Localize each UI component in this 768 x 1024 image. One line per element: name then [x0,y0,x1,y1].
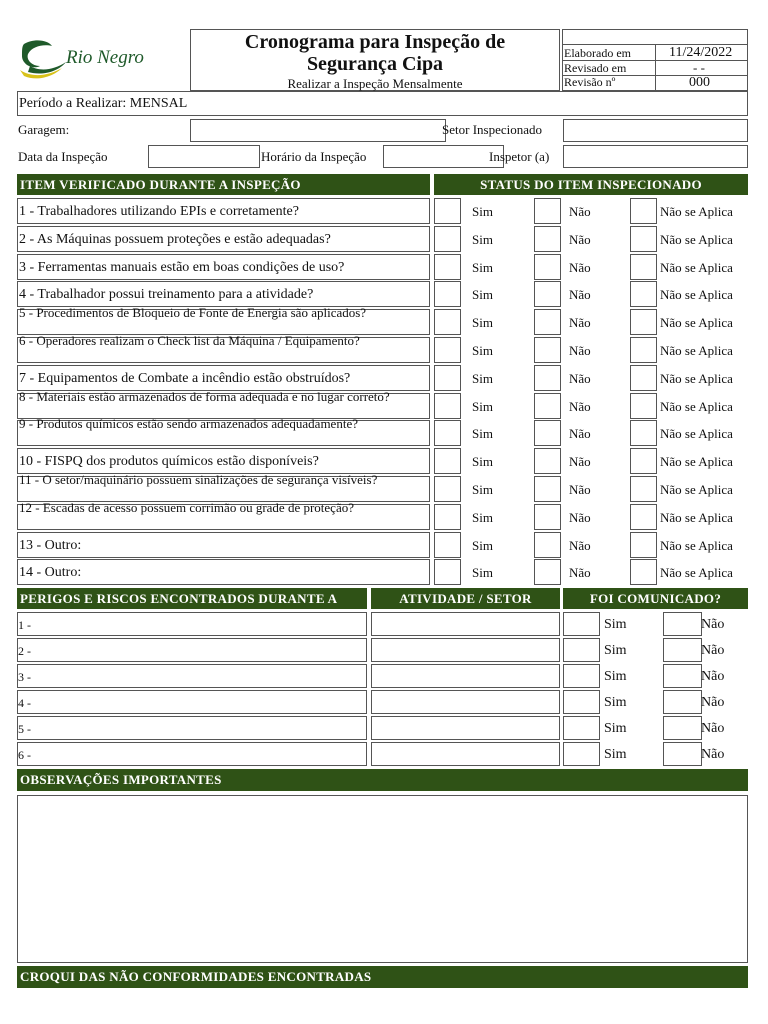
horario-label: Horário da Inspeção [261,149,367,164]
option-label-nao: Não [701,669,725,684]
horario-field[interactable] [383,145,504,168]
checkbox-comunicado-sim[interactable] [563,638,600,662]
checklist-item-text: 8 - Materiais estão armazenados de forma adequada e no lugar correto? [19,391,390,404]
checkbox-sim[interactable] [434,365,461,391]
option-label-sim: Sim [472,371,493,386]
checkbox-nao[interactable] [534,337,561,363]
meta-value-revisao: 000 [689,75,710,90]
option-label-sim: Sim [604,643,627,658]
option-label-nao: Não [569,371,591,386]
checklist-item-box [17,337,430,363]
checklist-item-box [17,559,430,585]
checkbox-comunicado-sim[interactable] [563,716,600,740]
checkbox-nao-se-aplica[interactable] [630,281,657,307]
checkbox-nao-se-aplica[interactable] [630,198,657,224]
checklist-item-text: 13 - Outro: [19,538,82,553]
checkbox-nao-se-aplica[interactable] [630,337,657,363]
checkbox-sim[interactable] [434,198,461,224]
option-label-sim: Sim [472,204,493,219]
option-label-nao: Não [569,482,591,497]
option-label-sim: Sim [604,617,627,632]
brand-name: Rio Negro [66,47,144,68]
option-label-sim: Sim [472,287,493,302]
inspetor-label: Inspetor (a) [489,149,550,164]
option-label-sim: Sim [472,510,493,525]
option-label-nao-se-aplica: Não se Aplica [660,426,733,441]
option-label-nao: Não [569,287,591,302]
checklist-item-box [17,420,430,446]
option-label-nao: Não [569,454,591,469]
checklist-item-box [17,476,430,502]
data-row [17,143,748,169]
page-subtitle: Realizar a Inspeção Mensalmente [287,76,463,91]
checklist-row [17,226,748,252]
option-label-nao: Não [569,315,591,330]
checklist-table [17,198,748,586]
option-label-sim: Sim [604,669,627,684]
option-label-sim: Sim [472,426,493,441]
checkbox-nao-se-aplica[interactable] [630,309,657,335]
checkbox-sim[interactable] [434,281,461,307]
checklist-item-box [17,448,430,474]
option-label-nao: Não [701,643,725,658]
option-label-sim: Sim [472,232,493,247]
checkbox-comunicado-sim[interactable] [563,664,600,688]
checklist-item-box [17,254,430,280]
option-label-sim: Sim [604,721,627,736]
checkbox-nao[interactable] [534,198,561,224]
option-label-nao-se-aplica: Não se Aplica [660,565,733,580]
checkbox-nao-se-aplica[interactable] [630,504,657,530]
checklist-row [17,504,748,530]
checkbox-nao[interactable] [534,281,561,307]
checklist-item-box [17,309,430,335]
checklist-item-text: 12 - Escadas de acesso possuem corrimão ou grade de proteção? [19,502,354,515]
option-label-sim: Sim [472,565,493,580]
option-label-nao: Não [569,510,591,525]
checklist-row [17,448,748,474]
croqui-header: CROQUI DAS NÃO CONFORMIDADES ENCONTRADAS [17,966,748,988]
checkbox-comunicado-nao[interactable] [663,638,702,662]
option-label-nao: Não [569,260,591,275]
option-label-nao-se-aplica: Não se Aplica [660,371,733,386]
meta-label-elaborado: Elaborado em [564,46,631,60]
checkbox-nao[interactable] [534,420,561,446]
meta-label-revisao: Revisão nº [564,75,616,89]
checkbox-sim[interactable] [434,226,461,252]
hazard-row-label: 1 - [18,618,31,632]
checkbox-sim[interactable] [434,448,461,474]
hazard-row-label: 2 - [18,644,31,658]
hazard-activity-field[interactable] [371,690,560,714]
option-label-nao-se-aplica: Não se Aplica [660,482,733,497]
checkbox-nao[interactable] [534,226,561,252]
observacoes-field[interactable] [17,795,748,963]
checklist-item-text: 1 - Trabalhadores utilizando EPIs e corretamente? [19,204,299,219]
checkbox-nao-se-aplica[interactable] [630,532,657,558]
checkbox-sim[interactable] [434,309,461,335]
option-label-sim: Sim [604,695,627,710]
observacoes-header: OBSERVAÇÕES IMPORTANTES [17,769,748,791]
option-label-nao-se-aplica: Não se Aplica [660,287,733,302]
hazard-row [17,742,748,766]
hazard-row [17,638,748,662]
checkbox-nao-se-aplica[interactable] [630,476,657,502]
option-label-nao-se-aplica: Não se Aplica [660,538,733,553]
checklist-item-text: 6 - Operadores realizam o Check list da Máquina / Equipamento? [19,335,360,348]
hazard-row [17,612,748,636]
checkbox-nao[interactable] [534,309,561,335]
option-label-sim: Sim [604,747,627,762]
checkbox-comunicado-nao[interactable] [663,716,702,740]
option-label-sim: Sim [472,482,493,497]
hazard-activity-field[interactable] [371,612,560,636]
checklist-item-text: 9 - Produtos químicos estão sendo armazenados adequadamente? [19,418,358,431]
option-label-nao-se-aplica: Não se Aplica [660,232,733,247]
checkbox-sim[interactable] [434,420,461,446]
inspetor-field[interactable] [563,145,748,168]
checkbox-nao-se-aplica[interactable] [630,393,657,419]
option-label-nao-se-aplica: Não se Aplica [660,343,733,358]
data-label: Data da Inspeção [18,149,108,164]
checkbox-nao[interactable] [534,532,561,558]
hazard-row-label: 6 - [18,748,31,762]
hazard-activity-field[interactable] [371,638,560,662]
checkbox-nao[interactable] [534,559,561,585]
checklist-row [17,420,748,446]
option-label-sim: Sim [472,538,493,553]
checklist-row [17,309,748,335]
hazard-activity-field[interactable] [371,742,560,766]
checkbox-comunicado-nao[interactable] [663,742,702,766]
setor-field[interactable] [563,119,748,142]
checklist-row [17,393,748,419]
checkbox-nao[interactable] [534,254,561,280]
checkbox-sim[interactable] [434,532,461,558]
checklist-item-box [17,393,430,419]
checkbox-comunicado-nao[interactable] [663,690,702,714]
option-label-nao: Não [701,747,725,762]
checklist-item-text: 4 - Trabalhador possui treinamento para a atividade? [19,287,314,302]
option-label-sim: Sim [472,454,493,469]
checkbox-nao-se-aplica[interactable] [630,254,657,280]
checkbox-nao[interactable] [534,504,561,530]
garagem-label: Garagem: [18,122,70,137]
hazard-description-field[interactable] [17,742,367,766]
checklist-row [17,337,748,363]
meta-table [562,29,748,91]
checkbox-nao[interactable] [534,448,561,474]
option-label-nao: Não [701,617,725,632]
page-title: Cronograma para Inspeção de Segurança Cipa [244,31,506,75]
checklist-item-text: 11 - O setor/maquinário possuem sinalizações de segurança visíveis? [19,474,378,487]
checkbox-sim[interactable] [434,504,461,530]
option-label-nao: Não [569,538,591,553]
hazards-header-comunicado: FOI COMUNICADO? [563,588,748,609]
garagem-row [17,117,748,142]
checkbox-nao[interactable] [534,393,561,419]
hazard-description-field[interactable] [17,664,367,688]
hazard-description-field[interactable] [17,716,367,740]
checkbox-comunicado-sim[interactable] [563,612,600,636]
hazards-header-atividade: ATIVIDADE / SETOR [371,588,560,609]
checkbox-comunicado-nao[interactable] [663,664,702,688]
checklist-item-text: 7 - Equipamentos de Combate a incêndio estão obstruídos? [19,371,351,386]
option-label-nao: Não [701,695,725,710]
checklist-row [17,254,748,280]
garagem-field[interactable] [190,119,446,142]
checklist-item-box [17,226,430,252]
option-label-sim: Sim [472,343,493,358]
hazard-row [17,664,748,688]
checklist-row [17,365,748,391]
checkbox-nao[interactable] [534,476,561,502]
checkbox-comunicado-nao[interactable] [663,612,702,636]
checklist-item-box [17,281,430,307]
checklist-item-text: 14 - Outro: [19,565,82,580]
option-label-nao: Não [569,565,591,580]
checklist-row [17,198,748,224]
checklist-row [17,532,748,558]
hazards-table [17,612,748,768]
option-label-nao: Não [701,721,725,736]
hazard-activity-field[interactable] [371,716,560,740]
checkbox-sim[interactable] [434,559,461,585]
checklist-row [17,559,748,585]
option-label-nao: Não [569,232,591,247]
data-field[interactable] [148,145,260,168]
title-box [190,29,560,91]
setor-label: Setor Inspecionado [442,122,543,137]
option-label-nao: Não [569,343,591,358]
checkbox-sim[interactable] [434,393,461,419]
option-label-nao: Não [569,426,591,441]
checklist-header-item: ITEM VERIFICADO DURANTE A INSPEÇÃO [17,174,430,195]
checklist-row [17,281,748,307]
hazard-activity-field[interactable] [371,664,560,688]
option-label-nao-se-aplica: Não se Aplica [660,204,733,219]
checklist-item-box [17,365,430,391]
checkbox-sim[interactable] [434,476,461,502]
checklist-item-text: 3 - Ferramentas manuais estão em boas condições de uso? [19,260,345,275]
checkbox-nao[interactable] [534,365,561,391]
meta-value-revisado: - - [693,60,705,75]
hazard-description-field[interactable] [17,638,367,662]
option-label-sim: Sim [472,399,493,414]
hazard-description-field[interactable] [17,690,367,714]
checkbox-nao-se-aplica[interactable] [630,420,657,446]
hazard-row-label: 4 - [18,696,31,710]
checklist-item-box [17,532,430,558]
periodo-row [17,91,748,116]
checkbox-comunicado-sim[interactable] [563,742,600,766]
checkbox-sim[interactable] [434,337,461,363]
hazards-header-perigos: PERIGOS E RISCOS ENCONTRADOS DURANTE A [17,588,367,609]
option-label-nao-se-aplica: Não se Aplica [660,315,733,330]
checklist-item-box [17,198,430,224]
checkbox-sim[interactable] [434,254,461,280]
checklist-item-text: 10 - FISPQ dos produtos químicos estão disponíveis? [19,454,319,469]
hazard-row [17,690,748,714]
meta-label-revisado: Revisado em [564,61,627,75]
checklist-header-status: STATUS DO ITEM INSPECIONADO [434,174,748,195]
hazard-row-label: 3 - [18,670,31,684]
option-label-nao-se-aplica: Não se Aplica [660,510,733,525]
checkbox-nao-se-aplica[interactable] [630,559,657,585]
hazard-description-field[interactable] [17,612,367,636]
checklist-item-text: 5 - Procedimentos de Bloqueio de Fonte de Energia são aplicados? [19,307,367,320]
hazard-row [17,716,748,740]
option-label-nao-se-aplica: Não se Aplica [660,399,733,414]
checklist-row [17,476,748,502]
option-label-nao: Não [569,399,591,414]
option-label-nao-se-aplica: Não se Aplica [660,260,733,275]
option-label-sim: Sim [472,315,493,330]
checklist-item-box [17,504,430,530]
checklist-item-text: 2 - As Máquinas possuem proteções e estão adequadas? [19,232,331,247]
checkbox-nao-se-aplica[interactable] [630,365,657,391]
checkbox-nao-se-aplica[interactable] [630,448,657,474]
meta-value-elaborado: 11/24/2022 [669,45,733,60]
checkbox-nao-se-aplica[interactable] [630,226,657,252]
periodo-label: Período a Realizar: MENSAL [19,96,188,111]
checkbox-comunicado-sim[interactable] [563,690,600,714]
river-logo-icon [18,36,70,82]
option-label-nao: Não [569,204,591,219]
hazard-row-label: 5 - [18,722,31,736]
logo [18,36,186,82]
option-label-nao-se-aplica: Não se Aplica [660,454,733,469]
option-label-sim: Sim [472,260,493,275]
